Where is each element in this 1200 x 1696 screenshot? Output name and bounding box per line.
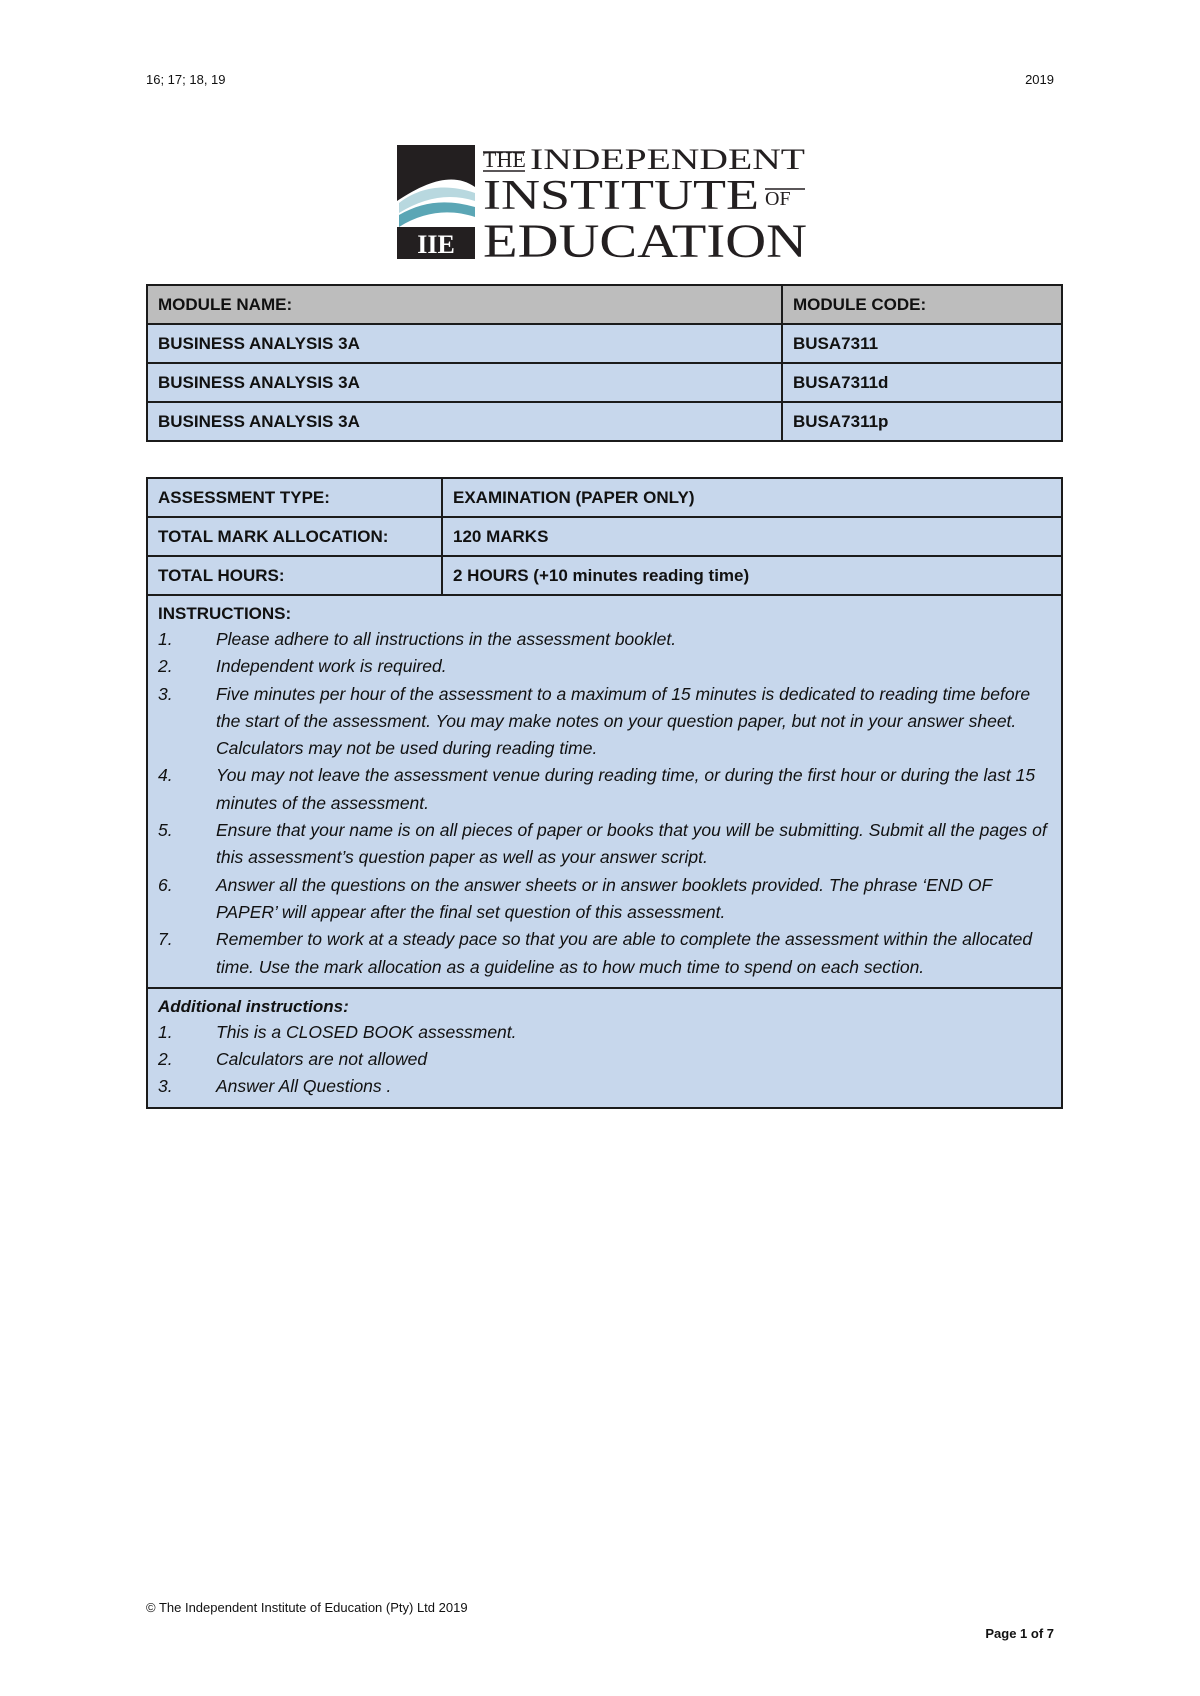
assessment-type-label: ASSESSMENT TYPE:	[147, 478, 442, 517]
total-mark-label: TOTAL MARK ALLOCATION:	[147, 517, 442, 556]
instruction-text: Please adhere to all instructions in the assessment booklet.	[216, 629, 677, 649]
additional-instructions-title: Additional instructions:	[158, 996, 349, 1016]
logo-of: OF	[765, 188, 791, 210]
additional-instructions-cell	[147, 988, 1062, 1108]
instruction-item	[158, 817, 1051, 872]
module-code-header: MODULE CODE:	[782, 285, 1062, 324]
logo-line3: EDUCATION	[483, 215, 807, 261]
header-year: 2019	[1025, 72, 1054, 87]
instruction-number: 6.	[158, 874, 173, 895]
instructions-title: INSTRUCTIONS:	[158, 604, 292, 623]
assessment-type-value: EXAMINATION (PAPER ONLY)	[442, 478, 1062, 517]
instruction-number: 2.	[158, 1049, 173, 1070]
instruction-item	[158, 872, 1051, 927]
instruction-number: 3.	[158, 683, 173, 704]
instruction-text: You may not leave the assessment venue during reading time, or during the first hour or during the last 15 minutes of the assessment.	[216, 765, 1036, 813]
logo-the: THE	[483, 147, 526, 172]
table-row	[147, 363, 1062, 402]
table-row	[147, 556, 1062, 595]
module-name-cell: BUSINESS ANALYSIS 3A	[147, 363, 782, 402]
instruction-text: Five minutes per hour of the assessment to a maximum of 15 minutes is dedicated to reading time before the start of the assessment. You may make notes on your question paper, but not in your answer sheet. Calculators may not be used during reading time.	[216, 683, 1031, 759]
instruction-number: 1.	[158, 1021, 173, 1042]
iie-logo	[395, 143, 810, 261]
instruction-text: Calculators are not allowed	[216, 1049, 428, 1070]
logo-line2: INSTITUTE	[483, 173, 759, 219]
instruction-number: 3.	[158, 1076, 173, 1097]
header-module-codes: 16; 17; 18, 19	[146, 72, 226, 87]
module-code-cell: BUSA7311p	[782, 402, 1062, 441]
footer-copyright: © The Independent Institute of Education (Pty) Ltd 2019	[146, 1600, 468, 1615]
instruction-text: This is a CLOSED BOOK assessment.	[216, 1021, 517, 1042]
total-hours-value: 2 HOURS (+10 minutes reading time)	[442, 556, 1062, 595]
instructions-row	[147, 595, 1062, 988]
assessment-table	[146, 477, 1063, 1109]
module-table	[146, 284, 1063, 442]
instruction-text: Independent work is required.	[216, 656, 447, 677]
instruction-item	[158, 1046, 1051, 1073]
instruction-number: 7.	[158, 929, 173, 950]
logo-line1: INDEPENDENT	[530, 143, 805, 176]
instruction-item	[158, 626, 1051, 653]
instructions-cell	[147, 595, 1062, 988]
module-name-cell: BUSINESS ANALYSIS 3A	[147, 402, 782, 441]
module-name-header: MODULE NAME:	[147, 285, 782, 324]
table-row	[147, 402, 1062, 441]
table-row	[147, 517, 1062, 556]
instruction-item	[158, 1073, 1051, 1100]
instruction-text: Remember to work at a steady pace so that you are able to complete the assessment within the allocated time. Use the mark allocation as a guideline as to how much time to spend on each section.	[216, 929, 1033, 977]
instruction-number: 4.	[158, 765, 173, 786]
module-name-cell: BUSINESS ANALYSIS 3A	[147, 324, 782, 363]
table-row	[147, 324, 1062, 363]
instruction-text: Answer All Questions .	[216, 1076, 392, 1097]
additional-instructions-row	[147, 988, 1062, 1108]
instruction-item	[158, 926, 1051, 981]
instruction-item	[158, 653, 1051, 680]
total-hours-label: TOTAL HOURS:	[147, 556, 442, 595]
instruction-number: 2.	[158, 656, 173, 677]
instruction-item	[158, 681, 1051, 763]
instruction-item	[158, 762, 1051, 817]
module-table-header	[147, 285, 1062, 324]
module-code-cell: BUSA7311d	[782, 363, 1062, 402]
table-row	[147, 478, 1062, 517]
instruction-number: 5.	[158, 820, 173, 841]
module-code-cell: BUSA7311	[782, 324, 1062, 363]
page-number: Page 1 of 7	[985, 1626, 1054, 1641]
instruction-number: 1.	[158, 629, 173, 649]
instruction-text: Answer all the questions on the answer sheets or in answer booklets provided. The phrase ‘END OF PAPER’ will appear after the final set question of this assessment.	[216, 874, 992, 922]
logo-mark-text: IIE	[417, 230, 455, 259]
total-mark-value: 120 MARKS	[442, 517, 1062, 556]
instruction-item	[158, 1019, 1051, 1046]
instruction-text: Ensure that your name is on all pieces of paper or books that you will be submitting. Submit all the pages of this assessment’s question paper as well as your answer script.	[216, 820, 1047, 868]
